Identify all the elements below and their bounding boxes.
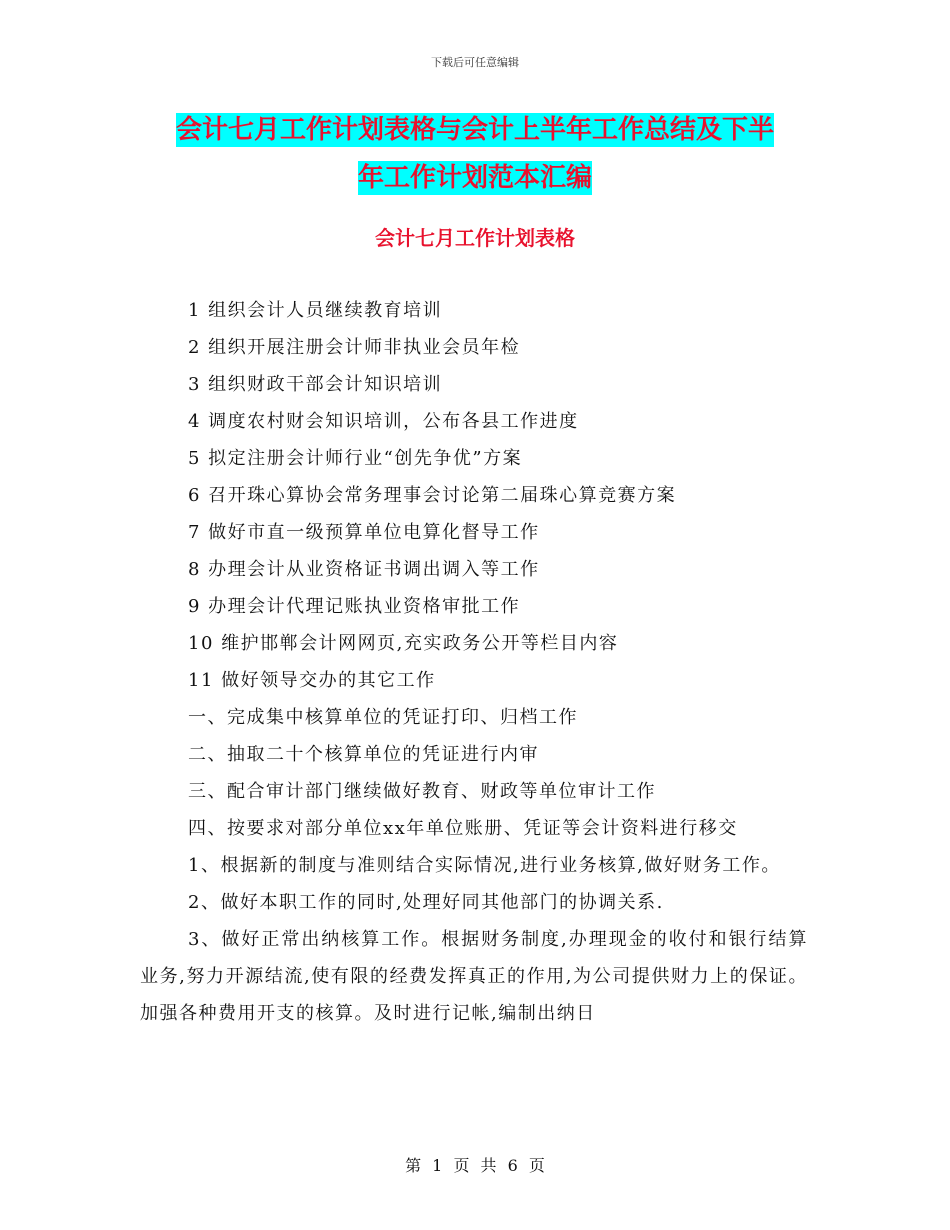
list-item: 10 维护邯郸会计网网页,充实政务公开等栏目内容 [188, 633, 619, 654]
list-item: 6 召开珠心算协会常务理事会讨论第二届珠心算竞赛方案 [188, 485, 677, 506]
list-item: 二、抽取二十个核算单位的凭证进行内审 [188, 744, 539, 765]
list-item: 9 办理会计代理记账执业资格审批工作 [188, 596, 521, 617]
document-title [0, 106, 950, 202]
document-body [140, 292, 808, 1032]
list-item: 四、按要求对部分单位xx年单位账册、凭证等会计资料进行移交 [188, 818, 738, 839]
title-line-1: 会计七月工作计划表格与会计上半年工作总结及下半 [175, 115, 774, 145]
list-item: 4 调度农村财会知识培训，公布各县工作进度 [188, 411, 579, 432]
paragraph: 3、做好正常出纳核算工作。根据财务制度,办理现金的收付和银行结算业务,努力开源结流,使有限的经费发挥真正的作用,为公司提供财力上的保证。加强各种费用开支的核算。及时进行记帐,编制出纳日 [140, 929, 808, 1024]
list-item: 7 做好市直一级预算单位电算化督导工作 [188, 522, 540, 543]
section-title: 会计七月工作计划表格 [375, 226, 575, 250]
list-item: 三、配合审计部门继续做好教育、财政等单位审计工作 [188, 781, 656, 802]
list-item: 2 组织开展注册会计师非执业会员年检 [188, 337, 521, 358]
title-line-2: 年工作计划范本汇编 [357, 163, 592, 193]
list-item: 3 组织财政干部会计知识培训 [188, 374, 443, 395]
list-item: 5 拟定注册会计师行业“创先争优”方案 [188, 448, 523, 469]
list-item: 1 组织会计人员继续教育培训 [188, 300, 443, 321]
paragraph: 2、做好本职工作的同时,处理好同其他部门的协调关系. [188, 892, 664, 913]
header-note: 下载后可任意编辑 [431, 56, 519, 69]
list-item: 11 做好领导交办的其它工作 [188, 670, 436, 691]
page-footer: 第 1 页 共 6 页 [405, 1156, 545, 1175]
paragraph: 1、根据新的制度与准则结合实际情况,进行业务核算,做好财务工作。 [188, 855, 781, 876]
list-item: 一、完成集中核算单位的凭证打印、归档工作 [188, 707, 578, 728]
list-item: 8 办理会计从业资格证书调出调入等工作 [188, 559, 540, 580]
